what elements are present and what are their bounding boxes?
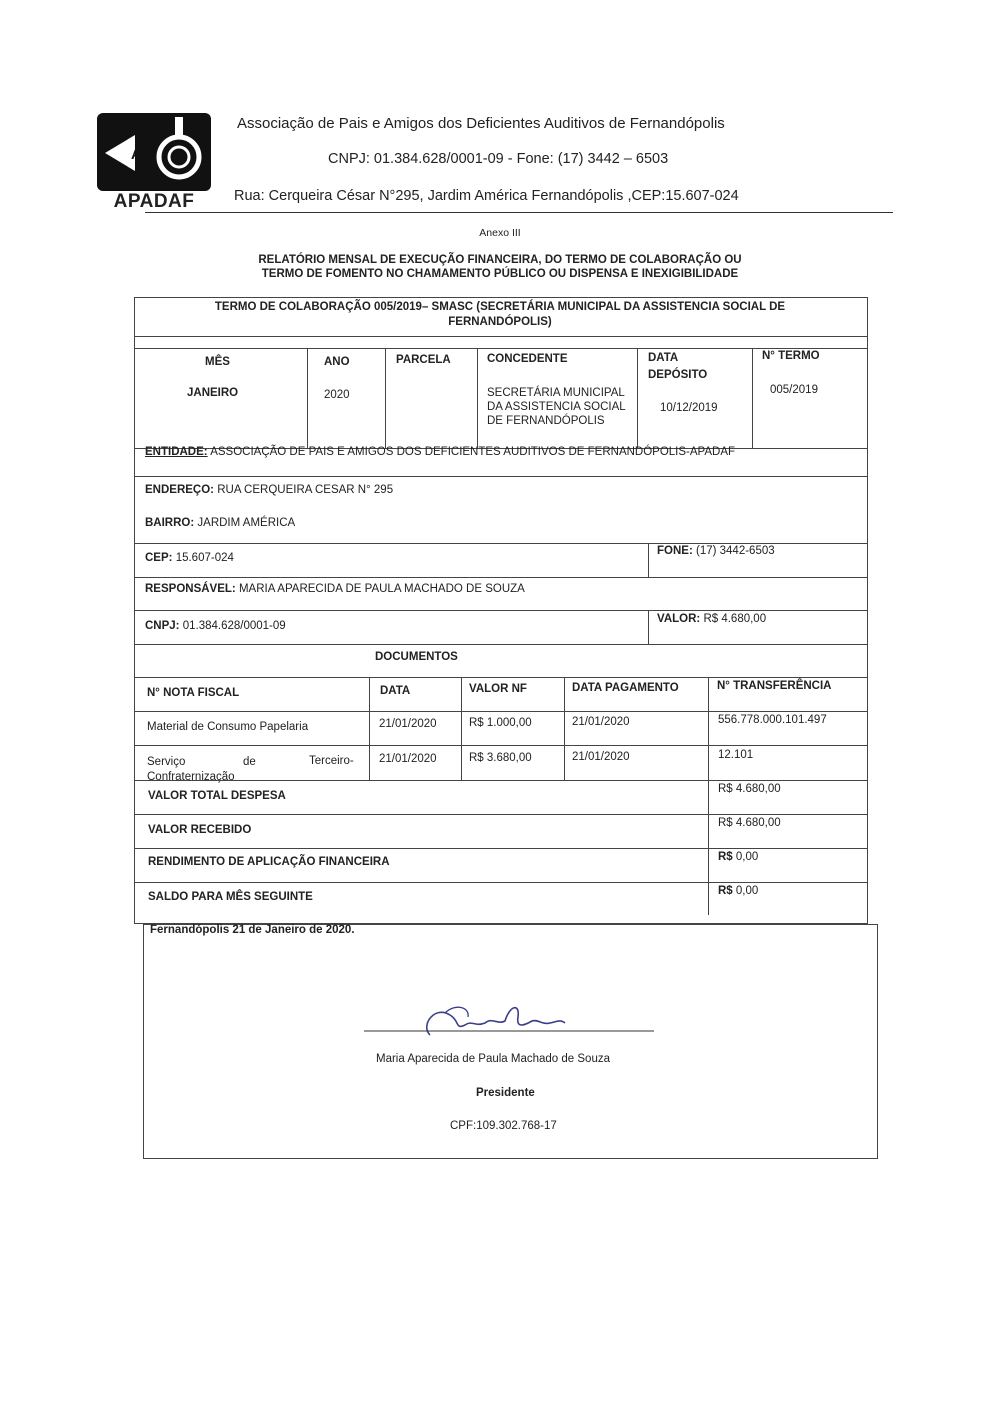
val-mes: JANEIRO bbox=[187, 387, 239, 399]
org-cnpj-phone: CNPJ: 01.384.628/0001-09 - Fone: (17) 3442 – 6503 bbox=[328, 151, 669, 167]
doc-row-2-transf: 12.101 bbox=[718, 749, 754, 761]
doc-row-2-valor: R$ 3.680,00 bbox=[469, 752, 532, 764]
org-name: Associação de Pais e Amigos dos Deficientes Auditivos de Fernandópolis bbox=[237, 115, 725, 132]
doc-row-2-data-pag: 21/01/2020 bbox=[572, 751, 630, 763]
annex-label: Anexo III bbox=[479, 227, 521, 239]
doc-row-1-data-pag: 21/01/2020 bbox=[572, 716, 630, 728]
doc-row-1-data: 21/01/2020 bbox=[379, 718, 437, 730]
bairro-row: BAIRRO: JARDIM AMÉRICA bbox=[145, 517, 296, 529]
termo-title-2: FERNANDÓPOLIS) bbox=[448, 316, 552, 328]
val-data-deposito: 10/12/2019 bbox=[660, 402, 718, 414]
total-despesa-value: R$ 4.680,00 bbox=[718, 783, 781, 795]
fone-row: FONE: (17) 3442-6503 bbox=[657, 545, 775, 557]
report-title-1: RELATÓRIO MENSAL DE EXECUÇÃO FINANCEIRA, DO TERMO DE COLABORAÇÃO OU bbox=[258, 254, 742, 266]
doc-row-2-data: 21/01/2020 bbox=[379, 753, 437, 765]
termo-title-1: TERMO DE COLABORAÇÃO 005/2019– SMASC (SECRETÁRIA MUNICIPAL DA ASSISTENCIA SOCIAL DE bbox=[214, 301, 786, 313]
col-data-2: DEPÓSITO bbox=[648, 369, 708, 381]
doc-row-2-nf-d: Confraternização bbox=[147, 771, 235, 783]
val-n-termo: 005/2019 bbox=[770, 384, 818, 396]
saldo-value: R$ 0,00 bbox=[718, 885, 759, 897]
doc-col-valor: VALOR NF bbox=[469, 683, 527, 695]
report-title-2: TERMO DE FOMENTO NO CHAMAMENTO PÚBLICO OU DISPENSA E INEXIGIBILIDADE bbox=[261, 268, 739, 280]
signer-role: Presidente bbox=[476, 1087, 535, 1099]
rendimento-label: RENDIMENTO DE APLICAÇÃO FINANCEIRA bbox=[148, 856, 390, 868]
header-divider bbox=[145, 212, 893, 213]
signature-mark bbox=[360, 995, 660, 1045]
saldo-label: SALDO PARA MÊS SEGUINTE bbox=[148, 891, 313, 903]
svg-text:A: A bbox=[131, 146, 142, 162]
place-date: Fernandópolis 21 de Janeiro de 2020. bbox=[150, 924, 355, 936]
col-ano: ANO bbox=[324, 356, 350, 368]
val-ano: 2020 bbox=[324, 389, 350, 401]
col-data-1: DATA bbox=[648, 352, 679, 364]
documentos-title: DOCUMENTOS bbox=[375, 651, 458, 663]
cnpj-row: CNPJ: 01.384.628/0001-09 bbox=[145, 620, 286, 632]
doc-col-data: DATA bbox=[380, 685, 411, 697]
doc-row-2-nf-c: Terceiro- bbox=[309, 755, 354, 767]
signer-name: Maria Aparecida de Paula Machado de Souza bbox=[376, 1053, 610, 1065]
valor-recebido-label: VALOR RECEBIDO bbox=[148, 824, 252, 836]
doc-row-2-nf-b: de bbox=[243, 756, 256, 768]
apadaf-logo bbox=[97, 113, 211, 213]
valor-row: VALOR: R$ 4.680,00 bbox=[657, 613, 767, 625]
doc-row-1-transf: 556.778.000.101.497 bbox=[718, 714, 827, 726]
col-n-termo: N° TERMO bbox=[762, 350, 820, 362]
col-mes: MÊS bbox=[205, 356, 230, 368]
entidade-row: ENTIDADE: ASSOCIAÇÃO DE PAIS E AMIGOS DOS DEFICIENTES AUDITIVOS DE FERNANDÓPOLIS-APADAF bbox=[145, 446, 736, 458]
col-concedente: CONCEDENTE bbox=[487, 353, 568, 365]
doc-col-data-pag: DATA PAGAMENTO bbox=[572, 682, 679, 694]
logo-text: APADAF bbox=[113, 191, 195, 212]
total-despesa-label: VALOR TOTAL DESPESA bbox=[148, 790, 286, 802]
doc-col-nf: N° NOTA FISCAL bbox=[147, 687, 240, 699]
doc-row-2-nf-a: Serviço bbox=[147, 756, 186, 768]
cep-row: CEP: 15.607-024 bbox=[145, 552, 234, 564]
rendimento-value: R$ 0,00 bbox=[718, 851, 759, 863]
doc-col-transf: N° TRANSFERÊNCIA bbox=[717, 680, 832, 692]
org-address: Rua: Cerqueira César N°295, Jardim América Fernandópolis ,CEP:15.607-024 bbox=[234, 188, 739, 204]
doc-row-1-nf: Material de Consumo Papelaria bbox=[147, 721, 309, 733]
responsavel-row: RESPONSÁVEL: MARIA APARECIDA DE PAULA MACHADO DE SOUZA bbox=[145, 583, 525, 595]
doc-row-1-valor: R$ 1.000,00 bbox=[469, 717, 532, 729]
col-parcela: PARCELA bbox=[396, 354, 451, 366]
signer-cpf: CPF:109.302.768-17 bbox=[450, 1120, 557, 1132]
val-concedente: SECRETÁRIA MUNICIPAL DA ASSISTENCIA SOCIAL DE FERNANDÓPOLIS bbox=[487, 387, 626, 427]
endereco-row: ENDEREÇO: RUA CERQUEIRA CESAR N° 295 bbox=[145, 484, 394, 496]
valor-recebido-value: R$ 4.680,00 bbox=[718, 817, 781, 829]
